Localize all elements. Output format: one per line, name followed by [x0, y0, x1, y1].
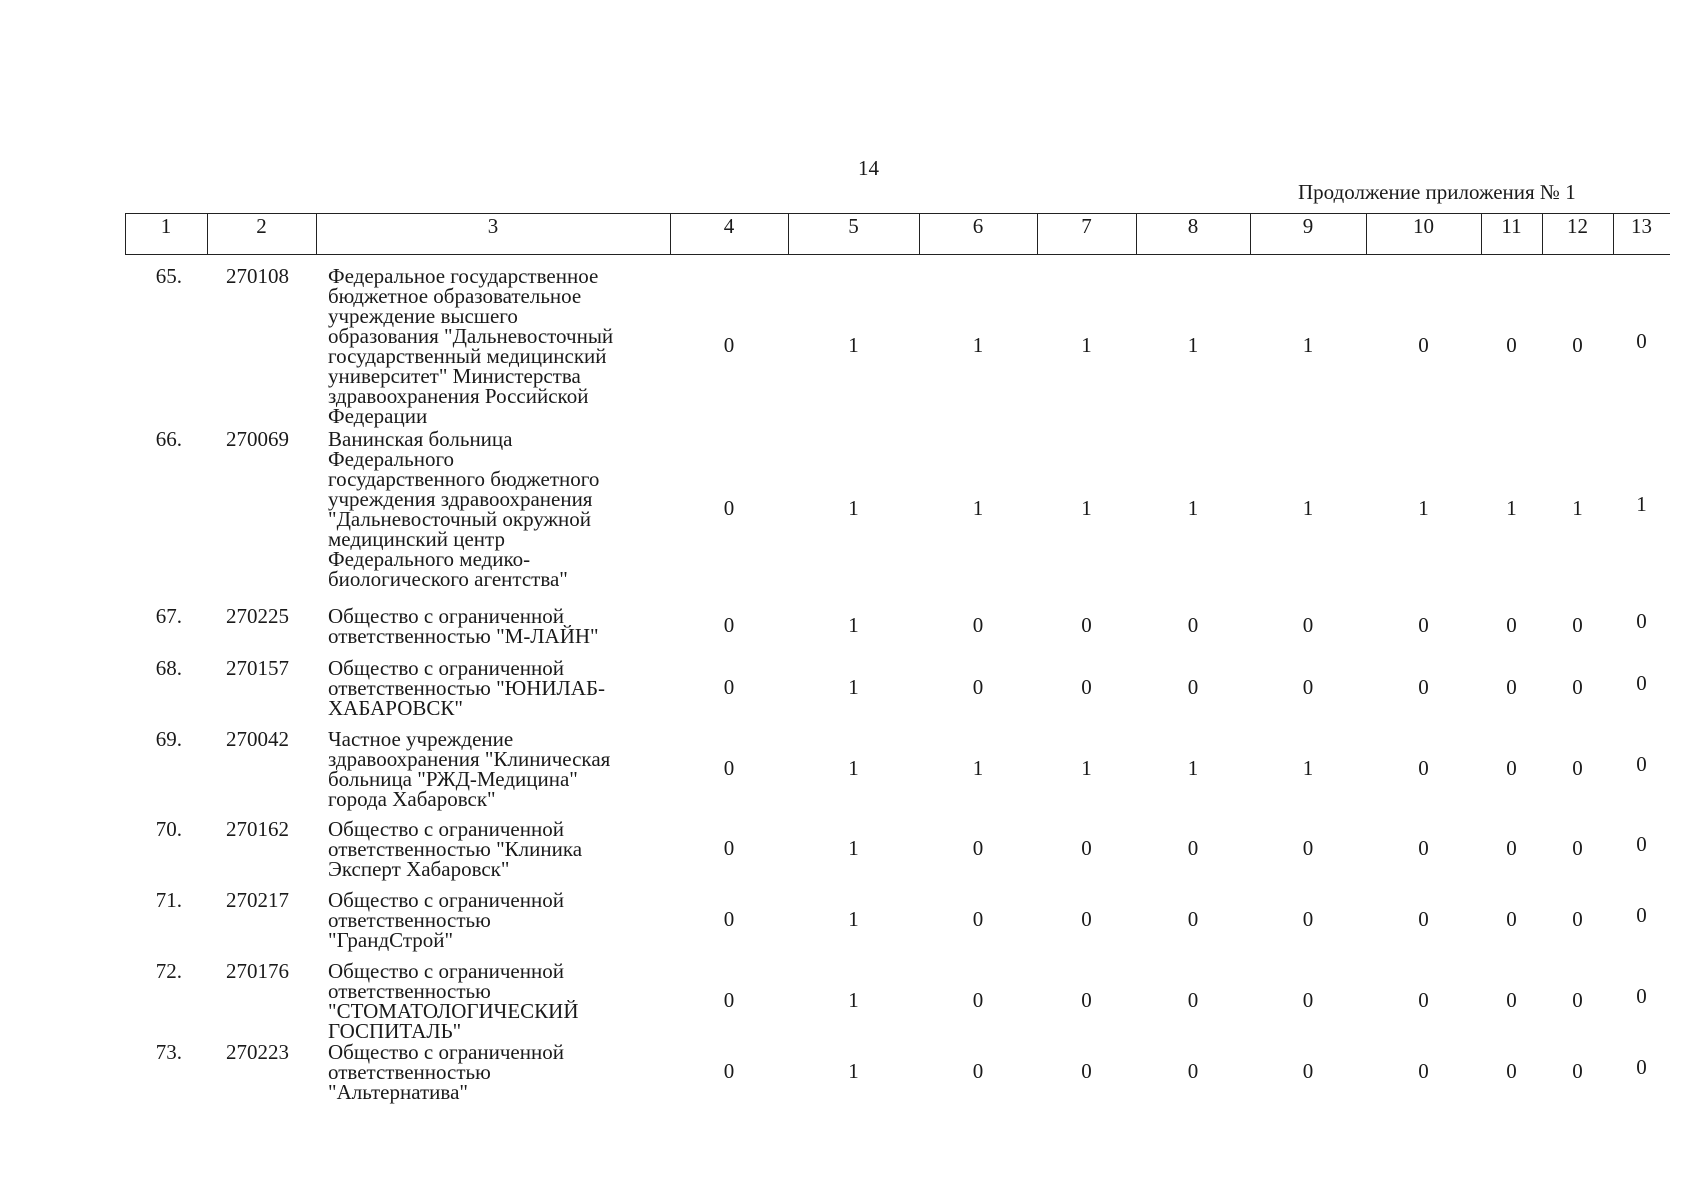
organization-name: Общество с ограниченной ответственностью "Альтернатива"	[328, 1040, 564, 1104]
value-col-6: 1	[972, 496, 984, 520]
value-col-7: 1	[1081, 496, 1092, 520]
table-row	[125, 961, 1670, 1042]
value-col-11: 0	[1506, 1059, 1517, 1083]
value-col-8: 0	[1187, 907, 1199, 931]
header-cell-5: 5	[848, 214, 859, 238]
header-cell-6: 6	[972, 214, 984, 238]
value-col-12: 0	[1572, 1059, 1583, 1083]
value-col-6: 0	[972, 675, 984, 699]
value-col-13: 0	[1636, 984, 1647, 1008]
value-col-8: 0	[1187, 1059, 1199, 1083]
table-row	[125, 819, 1670, 890]
value-col-11: 0	[1506, 836, 1517, 860]
table-body	[125, 266, 1670, 1112]
header-divider	[1481, 214, 1482, 254]
value-col-4: 0	[723, 907, 735, 931]
header-cell-10: 10	[1413, 214, 1434, 238]
header-divider	[125, 214, 126, 254]
value-col-13: 0	[1636, 903, 1647, 927]
header-divider	[1136, 214, 1137, 254]
value-col-5: 1	[848, 675, 859, 699]
header-cell-2: 2	[256, 214, 267, 238]
value-col-9: 1	[1302, 756, 1314, 780]
value-col-7: 1	[1081, 333, 1092, 357]
row-number: 69.	[155, 727, 182, 751]
page-number: 14	[858, 156, 879, 180]
value-col-8: 1	[1187, 333, 1199, 357]
row-number: 66.	[155, 427, 182, 451]
value-col-6: 0	[972, 613, 984, 637]
value-col-5: 1	[848, 907, 859, 931]
value-col-11: 0	[1506, 333, 1517, 357]
value-col-7: 0	[1081, 988, 1092, 1012]
value-col-4: 0	[723, 1059, 735, 1083]
value-col-5: 1	[848, 1059, 859, 1083]
header-divider	[788, 214, 789, 254]
header-cell-3: 3	[487, 214, 499, 238]
table-header	[125, 213, 1670, 255]
header-divider	[1613, 214, 1614, 254]
value-col-5: 1	[848, 756, 859, 780]
value-col-11: 0	[1506, 675, 1517, 699]
value-col-13: 0	[1636, 329, 1647, 353]
value-col-9: 1	[1302, 496, 1314, 520]
header-divider	[316, 214, 317, 254]
value-col-13: 0	[1636, 1055, 1647, 1079]
value-col-10: 0	[1418, 756, 1429, 780]
value-col-5: 1	[848, 333, 859, 357]
value-col-4: 0	[723, 496, 735, 520]
value-col-9: 0	[1302, 836, 1314, 860]
value-col-10: 0	[1418, 333, 1429, 357]
value-col-7: 0	[1081, 907, 1092, 931]
value-col-12: 0	[1572, 836, 1583, 860]
header-divider	[207, 214, 208, 254]
value-col-6: 1	[972, 756, 984, 780]
value-col-12: 0	[1572, 613, 1583, 637]
value-col-9: 0	[1302, 1059, 1314, 1083]
value-col-11: 0	[1506, 756, 1517, 780]
value-col-11: 0	[1506, 907, 1517, 931]
value-col-6: 0	[972, 988, 984, 1012]
value-col-13: 0	[1636, 609, 1647, 633]
continuation-label: Продолжение приложения № 1	[1298, 180, 1576, 204]
row-number: 65.	[155, 264, 182, 288]
value-col-12: 1	[1572, 496, 1583, 520]
organization-name: Частное учреждение здравоохранения "Клиническая больница "РЖД-Медицина" города Хабаровск"	[328, 727, 611, 811]
value-col-4: 0	[723, 836, 735, 860]
header-cell-7: 7	[1081, 214, 1092, 238]
table-row	[125, 729, 1670, 819]
header-cell-12: 12	[1567, 214, 1588, 238]
value-col-9: 0	[1302, 988, 1314, 1012]
value-col-12: 0	[1572, 907, 1583, 931]
value-col-5: 1	[848, 988, 859, 1012]
value-col-12: 0	[1572, 333, 1583, 357]
value-col-8: 1	[1187, 496, 1199, 520]
header-cell-4: 4	[723, 214, 735, 238]
value-col-13: 0	[1636, 752, 1647, 776]
value-col-11: 1	[1506, 496, 1517, 520]
value-col-4: 0	[723, 988, 735, 1012]
table-row	[125, 606, 1670, 658]
value-col-11: 0	[1506, 613, 1517, 637]
value-col-8: 0	[1187, 613, 1199, 637]
organization-name: Общество с ограниченной ответственностью "СТОМАТОЛОГИЧЕСКИЙ ГОСПИТАЛЬ"	[328, 959, 579, 1043]
value-col-10: 1	[1418, 496, 1429, 520]
organization-code: 270217	[226, 888, 289, 912]
organization-name: Общество с ограниченной ответственностью "Клиника Эксперт Хабаровск"	[328, 817, 583, 881]
value-col-6: 0	[972, 907, 984, 931]
organization-code: 270069	[226, 427, 289, 451]
value-col-5: 1	[848, 496, 859, 520]
table-row	[125, 890, 1670, 961]
header-cell-9: 9	[1302, 214, 1314, 238]
row-number: 67.	[155, 604, 182, 628]
value-col-7: 0	[1081, 1059, 1092, 1083]
value-col-10: 0	[1418, 675, 1429, 699]
organization-name: Общество с ограниченной ответственностью "ЮНИЛАБ- ХАБАРОВСК"	[328, 656, 606, 720]
value-col-9: 0	[1302, 675, 1314, 699]
header-divider	[1250, 214, 1251, 254]
value-col-6: 1	[972, 333, 984, 357]
organization-code: 270162	[226, 817, 289, 841]
value-col-8: 0	[1187, 988, 1199, 1012]
value-col-10: 0	[1418, 1059, 1429, 1083]
value-col-12: 0	[1572, 675, 1583, 699]
value-col-8: 0	[1187, 836, 1199, 860]
value-col-8: 1	[1187, 756, 1199, 780]
organization-code: 270223	[226, 1040, 289, 1064]
value-col-7: 1	[1081, 756, 1092, 780]
organization-code: 270157	[226, 656, 289, 680]
value-col-5: 1	[848, 613, 859, 637]
organization-name: Ванинская больница Федерального государственного бюджетного учреждения здравоохранения "Дальневосточный окружной медицинский центр Федерального медико- биологического агентства"	[328, 427, 600, 591]
value-col-4: 0	[723, 675, 735, 699]
value-col-9: 0	[1302, 613, 1314, 637]
header-cell-11: 11	[1501, 214, 1522, 238]
value-col-10: 0	[1418, 836, 1429, 860]
value-col-9: 0	[1302, 907, 1314, 931]
organization-code: 270042	[226, 727, 289, 751]
header-divider	[670, 214, 671, 254]
value-col-7: 0	[1081, 836, 1092, 860]
value-col-12: 0	[1572, 756, 1583, 780]
row-number: 72.	[155, 959, 182, 983]
organization-code: 270176	[226, 959, 289, 983]
value-col-6: 0	[972, 836, 984, 860]
value-col-6: 0	[972, 1059, 984, 1083]
organization-name: Федеральное государственное бюджетное образовательное учреждение высшего образования "Дальневосточный государственный медицинский университет" Министерства здравоохранения Российской Федерации	[328, 264, 614, 428]
header-divider	[1542, 214, 1543, 254]
value-col-10: 0	[1418, 907, 1429, 931]
value-col-13: 1	[1636, 492, 1647, 516]
value-col-5: 1	[848, 836, 859, 860]
organization-name: Общество с ограниченной ответственностью "ГрандСтрой"	[328, 888, 564, 952]
value-col-13: 0	[1636, 832, 1647, 856]
header-divider	[1366, 214, 1367, 254]
header-cell-1: 1	[160, 214, 172, 238]
value-col-8: 0	[1187, 675, 1199, 699]
value-col-4: 0	[723, 613, 735, 637]
table-row	[125, 429, 1670, 606]
row-number: 70.	[155, 817, 182, 841]
value-col-12: 0	[1572, 988, 1583, 1012]
organization-code: 270225	[226, 604, 289, 628]
value-col-7: 0	[1081, 613, 1092, 637]
value-col-10: 0	[1418, 988, 1429, 1012]
header-divider	[919, 214, 920, 254]
value-col-4: 0	[723, 756, 735, 780]
header-cell-8: 8	[1187, 214, 1199, 238]
table-row	[125, 658, 1670, 729]
row-number: 73.	[155, 1040, 182, 1064]
organization-code: 270108	[226, 264, 289, 288]
header-divider	[1037, 214, 1038, 254]
row-number: 68.	[155, 656, 182, 680]
header-cell-13: 13	[1631, 214, 1652, 238]
value-col-10: 0	[1418, 613, 1429, 637]
organization-name: Общество с ограниченной ответственностью "М-ЛАЙН"	[328, 604, 599, 648]
table-row	[125, 266, 1670, 429]
row-number: 71.	[155, 888, 182, 912]
value-col-13: 0	[1636, 671, 1647, 695]
value-col-9: 1	[1302, 333, 1314, 357]
table-row	[125, 1042, 1670, 1112]
value-col-7: 0	[1081, 675, 1092, 699]
value-col-4: 0	[723, 333, 735, 357]
value-col-11: 0	[1506, 988, 1517, 1012]
